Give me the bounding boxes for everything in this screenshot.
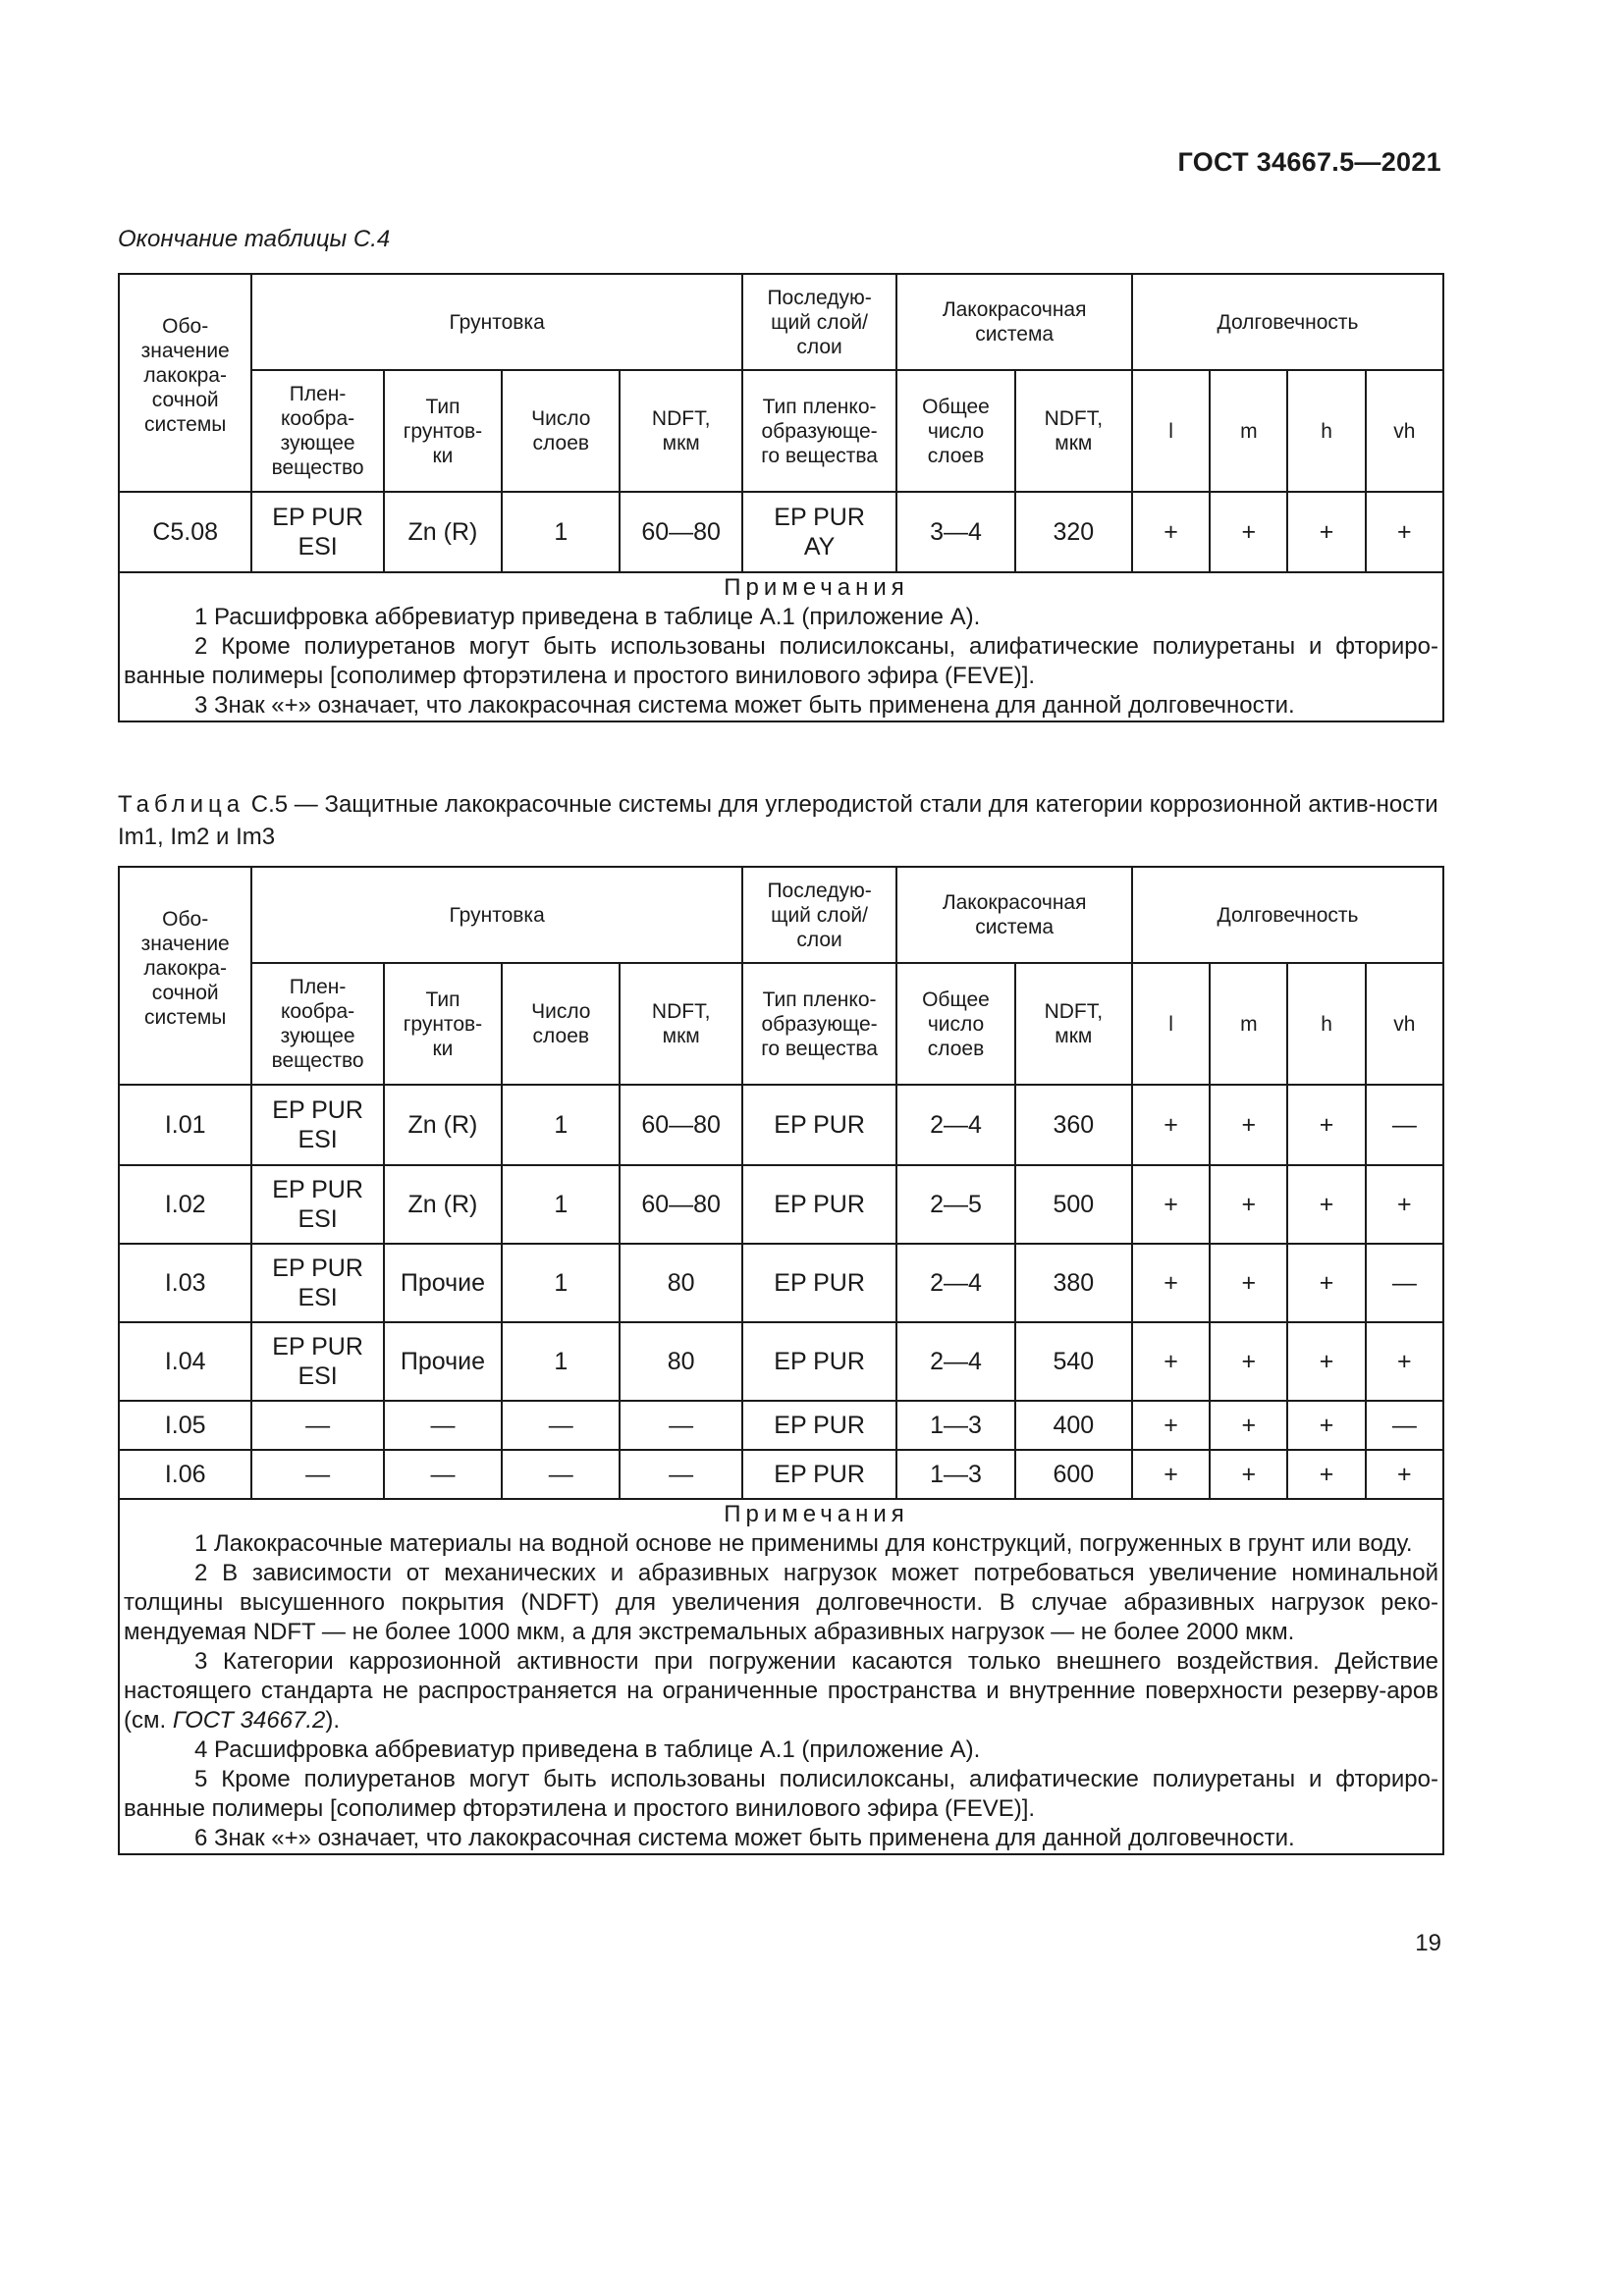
cell-l: + bbox=[1132, 1450, 1210, 1499]
table-row bbox=[119, 1322, 1443, 1401]
cell-ndft: 60—80 bbox=[620, 1165, 741, 1244]
cell-primer-type: Прочие bbox=[384, 1244, 502, 1322]
header-h: h bbox=[1287, 963, 1365, 1085]
cell-total-layers: 1—3 bbox=[896, 1450, 1014, 1499]
cell-primer-type: Прочие bbox=[384, 1322, 502, 1401]
note-1: 1 Лакокрасочные материалы на водной основе не применимы для конструкций, погруженных в грунт или воду. bbox=[194, 1530, 1413, 1557]
cell-film-former: EP PUR AY bbox=[742, 492, 896, 572]
cell-designation: I.02 bbox=[119, 1165, 251, 1244]
header-film-former-type: Тип пленко- образующе- го вещества bbox=[742, 370, 896, 492]
cell-designation: I.01 bbox=[119, 1085, 251, 1165]
cell-total-layers: 3—4 bbox=[896, 492, 1014, 572]
cell-ndft: 60—80 bbox=[620, 492, 741, 572]
header-primer: Грунтовка bbox=[251, 274, 741, 370]
cell-m: + bbox=[1210, 492, 1287, 572]
cell-vh: — bbox=[1366, 1085, 1443, 1165]
cell-film-former: EP PUR bbox=[742, 1401, 896, 1450]
cell-m: + bbox=[1210, 1450, 1287, 1499]
cell-vh: — bbox=[1366, 1401, 1443, 1450]
cell-l: + bbox=[1132, 1244, 1210, 1322]
table-caption-text: С.5 — Защитные лакокрасочные системы для углеродистой стали для категории коррозионной актив-ности Im1, Im2 и Im3 bbox=[118, 791, 1438, 850]
note-6: 6 Знак «+» означает, что лакокрасочная система может быть применена для данной долговечности. bbox=[194, 1825, 1295, 1851]
cell-layers: — bbox=[502, 1401, 620, 1450]
cell-l: + bbox=[1132, 1322, 1210, 1401]
cell-layers: 1 bbox=[502, 1244, 620, 1322]
cell-m: + bbox=[1210, 1244, 1287, 1322]
header-l: l bbox=[1132, 370, 1210, 492]
cell-ndft: — bbox=[620, 1401, 741, 1450]
header-primer-type: Тип грунтов- ки bbox=[384, 370, 502, 492]
header-ndft-total: NDFT, мкм bbox=[1015, 370, 1132, 492]
cell-binder: EP PUR ESI bbox=[251, 1322, 383, 1401]
cell-h: + bbox=[1287, 1244, 1365, 1322]
cell-m: + bbox=[1210, 1322, 1287, 1401]
cell-designation: I.05 bbox=[119, 1401, 251, 1450]
header-designation: Обо- значение лакокра- сочной системы bbox=[119, 274, 251, 492]
cell-layers: 1 bbox=[502, 492, 620, 572]
table-row bbox=[119, 492, 1443, 572]
notes-heading: Примечания bbox=[724, 1501, 909, 1527]
table-c5-caption bbox=[118, 788, 1443, 853]
cell-binder: EP PUR ESI bbox=[251, 492, 383, 572]
note-1: 1 Расшифровка аббревиатур приведена в таблице А.1 (приложение А). bbox=[194, 604, 981, 630]
cell-total-layers: 2—4 bbox=[896, 1085, 1014, 1165]
header-ndft: NDFT, мкм bbox=[620, 370, 741, 492]
cell-total-layers: 1—3 bbox=[896, 1401, 1014, 1450]
header-l: l bbox=[1132, 963, 1210, 1085]
cell-layers: 1 bbox=[502, 1085, 620, 1165]
cell-total-layers: 2—4 bbox=[896, 1322, 1014, 1401]
header-primer-type: Тип грунтов- ки bbox=[384, 963, 502, 1085]
cell-film-former: EP PUR bbox=[742, 1244, 896, 1322]
header-vh: vh bbox=[1366, 370, 1443, 492]
cell-ndft-total: 360 bbox=[1015, 1085, 1132, 1165]
cell-h: + bbox=[1287, 1085, 1365, 1165]
cell-film-former: EP PUR bbox=[742, 1450, 896, 1499]
cell-layers: 1 bbox=[502, 1322, 620, 1401]
cell-l: + bbox=[1132, 1165, 1210, 1244]
cell-vh: — bbox=[1366, 1244, 1443, 1322]
cell-primer-type: Zn (R) bbox=[384, 1085, 502, 1165]
cell-ndft-total: 600 bbox=[1015, 1450, 1132, 1499]
cell-ndft-total: 380 bbox=[1015, 1244, 1132, 1322]
cell-h: + bbox=[1287, 1322, 1365, 1401]
header-durability: Долговечность bbox=[1132, 867, 1443, 963]
cell-ndft: — bbox=[620, 1450, 741, 1499]
note-4: 4 Расшифровка аббревиатур приведена в таблице А.1 (приложение А). bbox=[194, 1736, 981, 1763]
table-row bbox=[119, 1401, 1443, 1450]
header-subsequent: Последую- щий слой/ слои bbox=[742, 867, 896, 963]
header-primer: Грунтовка bbox=[251, 867, 741, 963]
note-3: 3 Категории каррозионной активности при погружении касаются только внешнего воздействия. Действие настоящего стандарта не распространяется на ограниченные пространства и внутренние поверхности резерву-аров (см. ГОСТ 34667.2). bbox=[124, 1648, 1438, 1734]
header-subsequent: Последую- щий слой/ слои bbox=[742, 274, 896, 370]
cell-designation: I.06 bbox=[119, 1450, 251, 1499]
cell-ndft-total: 540 bbox=[1015, 1322, 1132, 1401]
cell-l: + bbox=[1132, 1085, 1210, 1165]
header-m: m bbox=[1210, 963, 1287, 1085]
note-2: 2 Кроме полиуретанов могут быть использованы полисилоксаны, алифатические полиуретаны и фториро-ванные полимеры [сополимер фторэтилена и простого винилового эфира (FEVE)]. bbox=[124, 633, 1438, 689]
cell-ndft-total: 400 bbox=[1015, 1401, 1132, 1450]
header-film-former-type: Тип пленко- образующе- го вещества bbox=[742, 963, 896, 1085]
cell-film-former: EP PUR bbox=[742, 1322, 896, 1401]
cell-m: + bbox=[1210, 1165, 1287, 1244]
cell-h: + bbox=[1287, 1401, 1365, 1450]
notes-heading: Примечания bbox=[724, 574, 909, 601]
header-layers: Число слоев bbox=[502, 370, 620, 492]
header-ndft-total: NDFT, мкм bbox=[1015, 963, 1132, 1085]
cell-binder: — bbox=[251, 1450, 383, 1499]
header-layers: Число слоев bbox=[502, 963, 620, 1085]
cell-primer-type: Zn (R) bbox=[384, 492, 502, 572]
cell-total-layers: 2—5 bbox=[896, 1165, 1014, 1244]
cell-primer-type: Zn (R) bbox=[384, 1165, 502, 1244]
continuation-caption: Окончание таблицы С.4 bbox=[118, 226, 391, 252]
cell-layers: 1 bbox=[502, 1165, 620, 1244]
cell-ndft-total: 320 bbox=[1015, 492, 1132, 572]
header-vh: vh bbox=[1366, 963, 1443, 1085]
cell-l: + bbox=[1132, 492, 1210, 572]
cell-ndft: 80 bbox=[620, 1322, 741, 1401]
cell-total-layers: 2—4 bbox=[896, 1244, 1014, 1322]
cell-ndft-total: 500 bbox=[1015, 1165, 1132, 1244]
cell-vh: + bbox=[1366, 1322, 1443, 1401]
cell-ndft: 80 bbox=[620, 1244, 741, 1322]
note-3-reference: ГОСТ 34667.2 bbox=[172, 1707, 326, 1734]
header-ndft: NDFT, мкм bbox=[620, 963, 741, 1085]
document-code: ГОСТ 34667.5—2021 bbox=[1177, 147, 1441, 177]
cell-h: + bbox=[1287, 1165, 1365, 1244]
cell-binder: — bbox=[251, 1401, 383, 1450]
header-h: h bbox=[1287, 370, 1365, 492]
header-designation: Обо- значение лакокра- сочной системы bbox=[119, 867, 251, 1085]
note-2: 2 В зависимости от механических и абразивных нагрузок может потребоваться увеличение номинальной толщины высушенного покрытия (NDFT) для увеличения долговечности. В случае абразивных нагрузок реко-мендуемая NDFT — не более 1000 мкм, а для экстремальных абразивных нагрузок — не более 2000 мкм. bbox=[124, 1560, 1438, 1645]
cell-primer-type: — bbox=[384, 1401, 502, 1450]
page-number: 19 bbox=[1415, 1930, 1441, 1956]
table-row bbox=[119, 1165, 1443, 1244]
table-row bbox=[119, 1450, 1443, 1499]
cell-l: + bbox=[1132, 1401, 1210, 1450]
cell-primer-type: — bbox=[384, 1450, 502, 1499]
cell-film-former: EP PUR bbox=[742, 1085, 896, 1165]
header-total-layers: Общее число слоев bbox=[896, 370, 1014, 492]
header-paint-system: Лакокрасочная система bbox=[896, 274, 1132, 370]
cell-vh: + bbox=[1366, 1165, 1443, 1244]
header-binder: Плен- кообра- зующее вещество bbox=[251, 370, 383, 492]
table-row bbox=[119, 1244, 1443, 1322]
header-total-layers: Общее число слоев bbox=[896, 963, 1014, 1085]
notes-c5 bbox=[119, 1499, 1443, 1854]
note-3: 3 Знак «+» означает, что лакокрасочная система может быть применена для данной долговечности. bbox=[194, 692, 1295, 719]
cell-h: + bbox=[1287, 1450, 1365, 1499]
cell-layers: — bbox=[502, 1450, 620, 1499]
cell-vh: + bbox=[1366, 492, 1443, 572]
table-c5 bbox=[118, 866, 1444, 1855]
cell-m: + bbox=[1210, 1401, 1287, 1450]
cell-binder: EP PUR ESI bbox=[251, 1165, 383, 1244]
notes-c4 bbox=[119, 572, 1443, 721]
header-paint-system: Лакокрасочная система bbox=[896, 867, 1132, 963]
table-c4 bbox=[118, 273, 1444, 722]
cell-binder: EP PUR ESI bbox=[251, 1085, 383, 1165]
cell-vh: + bbox=[1366, 1450, 1443, 1499]
cell-designation: С5.08 bbox=[119, 492, 251, 572]
table-label: Таблица bbox=[118, 791, 245, 818]
cell-ndft: 60—80 bbox=[620, 1085, 741, 1165]
cell-designation: I.04 bbox=[119, 1322, 251, 1401]
header-durability: Долговечность bbox=[1132, 274, 1443, 370]
cell-film-former: EP PUR bbox=[742, 1165, 896, 1244]
table-row bbox=[119, 1085, 1443, 1165]
header-m: m bbox=[1210, 370, 1287, 492]
header-binder: Плен- кообра- зующее вещество bbox=[251, 963, 383, 1085]
cell-designation: I.03 bbox=[119, 1244, 251, 1322]
cell-binder: EP PUR ESI bbox=[251, 1244, 383, 1322]
cell-m: + bbox=[1210, 1085, 1287, 1165]
note-5: 5 Кроме полиуретанов могут быть использованы полисилоксаны, алифатические полиуретаны и фториро-ванные полимеры [сополимер фторэтилена и простого винилового эфира (FEVE)]. bbox=[124, 1766, 1438, 1822]
cell-h: + bbox=[1287, 492, 1365, 572]
